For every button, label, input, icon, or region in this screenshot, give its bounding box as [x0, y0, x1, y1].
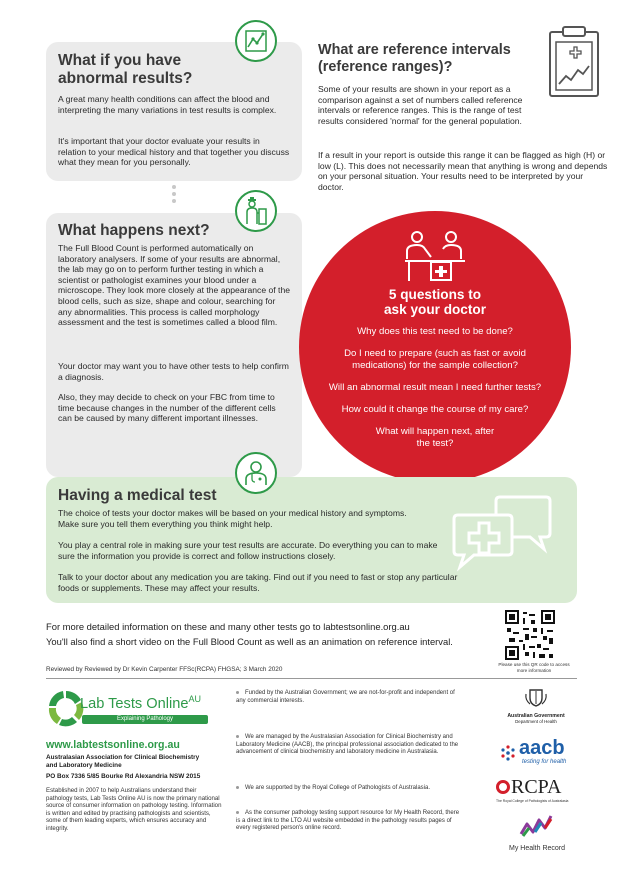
next-para-3: Also, they may decide to check on your FBC from time to time because changes in the number of the different cells can be caused by many different important illnesses.: [58, 392, 276, 424]
aacb-tagline: testing for health: [522, 759, 567, 765]
gov-line-1: Australian Government: [507, 713, 565, 719]
questions-title: [299, 287, 571, 317]
reviewed-by: Reviewed by Reviewed by Dr Kevin Carpenter FFSc(RCPA) FHGSA; 3 March 2020: [46, 666, 283, 673]
mhr-mark-icon: [517, 812, 557, 840]
bullet-3-text: We are supported by the Royal College of Pathologists of Australasia.: [245, 785, 430, 791]
bullet-2-text: We are managed by the Australasian Association for Clinical Biochemistry and Laboratory Medicine (AACB), the principal professional association dedicated to the advancement of clinical biochemistry and laboratory medicine in Australasia.: [236, 734, 459, 756]
aacb-name: aacb: [519, 737, 565, 759]
question-3: Will an abnormal result mean I need further tests?: [328, 382, 542, 393]
aacb-logo: [500, 737, 580, 768]
logo-tagline-bar: [82, 715, 208, 724]
logo-name: Lab Tests Online: [80, 695, 189, 712]
questions-title-line1: 5 questions to: [388, 287, 482, 302]
footer-line-2: You'll also find a short video on the Full Blood Count as well as an animation on reference interval.: [46, 636, 453, 647]
coat-of-arms-icon: [524, 688, 548, 708]
logo-tagline: Explaining Pathology: [116, 716, 174, 722]
question-2: Do I need to prepare (such as fast or avoid medications) for the sample collection?: [344, 348, 526, 371]
clipboard-chart-icon: [547, 24, 601, 105]
logo-sup: AU: [188, 694, 201, 704]
chart-icon: [235, 20, 277, 62]
doctor-icon: [235, 452, 277, 494]
australian-government-logo: [496, 688, 576, 724]
question-5: What will happen next, after the test?: [375, 426, 495, 449]
questions-circle: [299, 211, 571, 483]
reference-title-line1: What are reference intervals: [318, 42, 511, 58]
bullet-4: [236, 810, 461, 833]
lab-tests-online-logo[interactable]: [46, 688, 226, 734]
gov-line-2: Department of Health: [515, 719, 557, 724]
doctor-consultation-icon: [395, 229, 475, 283]
doctor-with-walker-icon: [235, 190, 277, 232]
assoc-line-2: and Laboratory Medicine: [46, 762, 122, 769]
abnormal-title-line1: What if you have: [58, 52, 182, 69]
assoc-line-1: Australasian Association for Clinical Biochemistry: [46, 754, 200, 761]
assoc-name: [46, 754, 199, 770]
reference-para-2: If a result in your report is outside this range it can be flagged as high (H) or low (L). This does not necessarily mean that anything is wrong and depends on your personal situation. Your results need to be interpreted by your doctor.: [318, 150, 608, 192]
qr-note: Please use this QR code to access more information: [498, 662, 570, 673]
footer-divider: [46, 678, 577, 679]
abnormal-para-2: It's important that your doctor evaluate your results in relation to your medical history and that together you discuss what they mean for you personally.: [58, 136, 290, 168]
abnormal-title: [58, 52, 192, 88]
medical-test-title: Having a medical test: [58, 487, 217, 504]
question-1: Why does this test need to be done?: [357, 326, 513, 337]
bullet-1-text: Funded by the Australian Government; we are not-for-profit and independent of any commercial interests.: [236, 690, 455, 704]
next-para-2: Your doctor may want you to have other tests to help confirm a diagnosis.: [58, 361, 289, 382]
questions-title-line2: ask your doctor: [384, 302, 486, 317]
chat-bubbles-icon: [450, 491, 554, 582]
bullet-4-text: As the consumer pathology testing support resource for My Health Record, there is a direct link to the LTO AU website embedded in the pathology results pages of every registered person's online record.: [236, 810, 460, 832]
bullet-1: [236, 690, 461, 705]
address: PO Box 7336 5/85 Bourke Rd Alexandria NSW 2015: [46, 773, 201, 780]
mhr-name: My Health Record: [508, 845, 566, 852]
medical-para-3: Talk to your doctor about any medication you are taking. Find out if you need to fast or stop any particular foods or supplements. These may affect your results.: [58, 572, 458, 593]
footer-line-1: For more detailed information on these and many other tests go to labtestsonline.org.au: [46, 621, 410, 632]
medical-para-2: You play a central role in making sure your test results are accurate. Do everything you can to make sure the information you provide is correct and follow instructions closely.: [58, 540, 438, 561]
website-link[interactable]: www.labtestsonline.org.au: [46, 739, 180, 751]
reference-title: [318, 42, 511, 76]
reference-title-line2: (reference ranges)?: [318, 59, 453, 75]
bullet-2: [236, 734, 461, 757]
question-4: How could it change the course of my care?: [341, 404, 529, 415]
about-lto: Established in 2007 to help Australians understand their pathology tests, Lab Tests Online AU is now the primary national source of consumer information on pathology testing. Information is written and edited by practising pathologists and scientists, some of them leading experts, which ensures accuracy and integrity.: [46, 787, 222, 832]
what-happens-next-title: What happens next?: [58, 222, 210, 239]
qr-code[interactable]: [505, 610, 555, 660]
medical-para-1: The choice of tests your doctor makes will be based on your medical history and symptoms. Make sure you tell them everything you think might help.: [58, 508, 407, 529]
my-health-record-logo: [498, 812, 576, 852]
aacb-dots-icon: [500, 745, 516, 761]
rcpa-mark-icon: [496, 780, 510, 794]
bullet-3: [236, 785, 461, 793]
rcpa-logo: [496, 776, 580, 806]
abnormal-title-line2: abnormal results?: [58, 70, 193, 87]
dotted-connector-1: [172, 185, 176, 206]
logo-wordmark: [80, 694, 201, 712]
next-para-1: The Full Blood Count is performed automatically on laboratory analysers. If some of your results are abnormal, the lab may go on to perform further testing in which a scientist or pathologist examines your blood under a microscope. They look more closely at the appearance of the blood cells, such as size, shape and colour, searching for any abnormalities. This process is called morphology assessment and the test is sometimes called a blood film.: [58, 243, 290, 328]
reference-para-1: Some of your results are shown in your report as a comparison against a set of numbers called reference intervals or reference ranges. This is the range of test results considered 'normal' for the general population.: [318, 84, 523, 126]
rcpa-tagline: The Royal College of Pathologists of Australasia: [496, 799, 569, 803]
abnormal-para-1: A great many health conditions can affect the blood and interpreting the many variations in test results is complex.: [58, 94, 277, 115]
rcpa-name: RCPA: [511, 776, 562, 798]
